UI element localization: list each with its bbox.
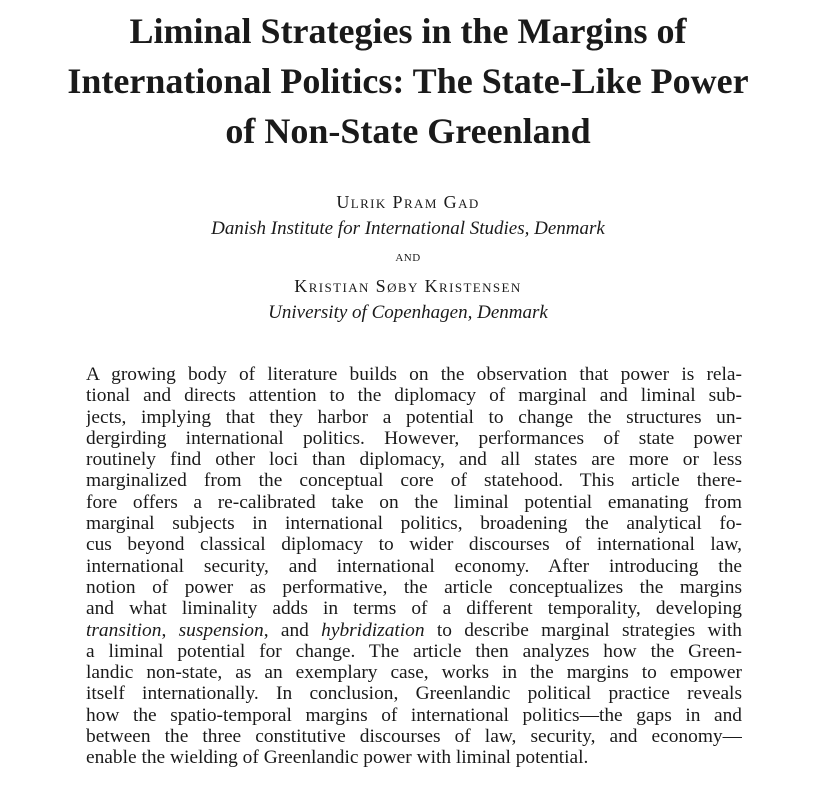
- abstract-line: between the three constitutive discourses of law, security, and economy—: [86, 726, 742, 748]
- abstract-line: dergirding international politics. However, performances of state power: [86, 427, 742, 449]
- article-title: [0, 6, 816, 156]
- author-affiliation-2: University of Copenhagen, Denmark: [268, 302, 548, 323]
- abstract: [86, 364, 742, 769]
- abstract-line: fore offers a re-calibrated take on the liminal potential emanating from: [86, 491, 742, 513]
- abstract-line: enable the wielding of Greenlandic power with liminal potential.: [86, 747, 589, 769]
- abstract-line: and what liminality adds in terms of a different temporality, developing: [86, 598, 742, 620]
- abstract-line: tional and directs attention to the diplomacy of marginal and liminal sub-: [86, 385, 742, 407]
- title-line: of Non-State Greenland: [225, 111, 591, 151]
- abstract-line: cus beyond classical diplomacy to wider discourses of international law,: [86, 534, 742, 556]
- abstract-line: international security, and international economy. After introducing the: [86, 555, 742, 577]
- abstract-line: itself internationally. In conclusion, Greenlandic political practice reveals: [86, 683, 742, 705]
- abstract-line: marginalized from the conceptual core of statehood. This article there-: [86, 470, 742, 492]
- term-hybridization: hybridization: [321, 619, 425, 641]
- title-line: Liminal Strategies in the Margins of: [129, 11, 687, 51]
- abstract-line: landic non-state, as an exemplary case, works in the margins to empower: [86, 662, 742, 684]
- author-affiliation-1: Danish Institute for International Studies, Denmark: [211, 218, 605, 239]
- term-transition: transition: [86, 619, 162, 641]
- term-suspension: suspension: [178, 619, 264, 641]
- title-line: International Politics: The State-Like Power: [67, 61, 749, 101]
- abstract-line: a liminal potential for change. The article then analyzes how the Green-: [86, 640, 742, 662]
- abstract-line: jects, implying that they harbor a potential to change the structures un-: [86, 406, 742, 428]
- author-name-1: Ulrik Pram Gad: [336, 192, 480, 212]
- abstract-line: A growing body of literature builds on the observation that power is rela-: [86, 364, 742, 385]
- abstract-line: notion of power as performative, the article conceptualizes the margins: [86, 576, 742, 598]
- author-conjunction: and: [395, 249, 421, 265]
- abstract-line: marginal subjects in international politics, broadening the analytical fo-: [86, 513, 742, 535]
- abstract-line: transition, suspension, and hybridization to describe marginal strategies with: [86, 619, 742, 641]
- abstract-line: routinely find other loci than diplomacy, and all states are more or less: [86, 449, 742, 471]
- abstract-line: how the spatio-temporal margins of international politics—the gaps in and: [86, 704, 742, 726]
- author-name-2: Kristian Søby Kristensen: [294, 276, 522, 296]
- author-block: [0, 188, 816, 326]
